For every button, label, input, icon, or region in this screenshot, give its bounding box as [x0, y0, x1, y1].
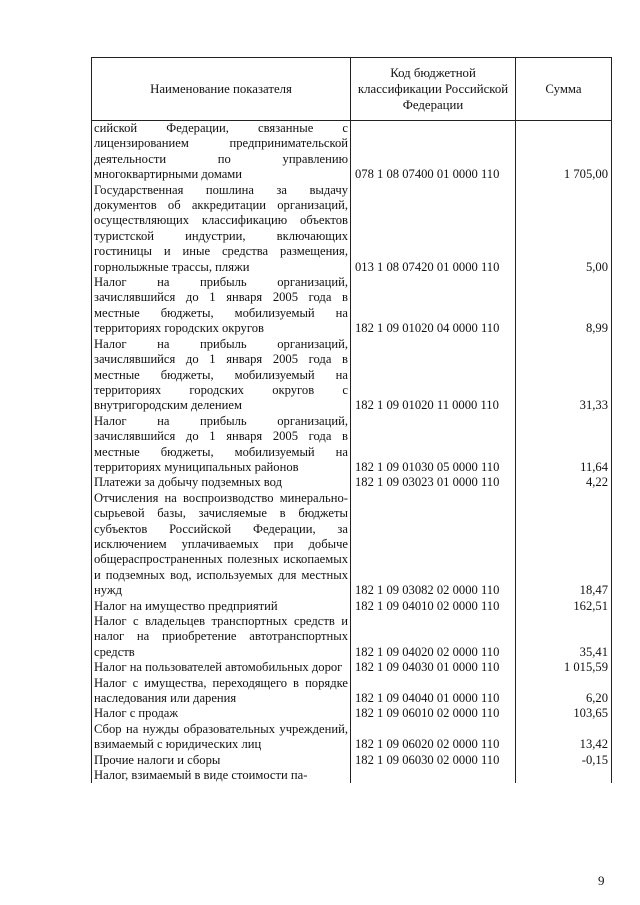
row-name: Налог на прибыль организаций, зачислявшийся до 1 января 2005 года в местные бюджеты, мобилизуемый на территориях городских округов с внутригородским делением [92, 337, 351, 414]
table-row [92, 337, 612, 414]
row-sum: 4,22 [516, 475, 612, 490]
page-number: 9 [598, 873, 605, 888]
row-name: Отчисления на воспроизводство минерально-сырьевой базы, зачисляемые в бюджеты субъектов Российской Федерации, за исключением уплачиваемых при добыче общераспространенных полезных ископаемых и подземных вод, используемых для местных нужд [92, 491, 351, 599]
row-name: Платежи за добычу подземных вод [92, 475, 351, 490]
row-code: 182 1 09 04010 02 0000 110 [351, 599, 516, 614]
row-name: сийской Федерации, связанные с лицензированием предпринимательской деятельности по управлению многоквартирными домами [92, 121, 351, 183]
row-sum: 1 015,59 [516, 660, 612, 675]
table-row [92, 183, 612, 275]
row-name: Налог на прибыль организаций, зачислявшийся до 1 января 2005 года в местные бюджеты, мобилизуемый на территориях городских округов [92, 275, 351, 337]
row-sum: 162,51 [516, 599, 612, 614]
row-name: Налог на прибыль организаций, зачислявшийся до 1 января 2005 года в местные бюджеты, мобилизуемый на территориях муниципальных районов [92, 414, 351, 476]
row-code: 182 1 09 04020 02 0000 110 [351, 614, 516, 660]
table-row [92, 599, 612, 614]
row-sum: 31,33 [516, 337, 612, 414]
row-code: 182 1 09 06030 02 0000 110 [351, 753, 516, 768]
table-header-row [92, 58, 612, 121]
table-row [92, 275, 612, 337]
row-sum: 5,00 [516, 183, 612, 275]
table-row [92, 660, 612, 675]
header-sum: Сумма [516, 58, 612, 121]
row-name: Налог на имущество предприятий [92, 599, 351, 614]
row-code: 182 1 09 04030 01 0000 110 [351, 660, 516, 675]
table-row [92, 614, 612, 660]
row-code: 182 1 09 01020 04 0000 110 [351, 275, 516, 337]
row-code [351, 768, 516, 783]
row-sum: 13,42 [516, 722, 612, 753]
row-sum: -0,15 [516, 753, 612, 768]
row-name: Налог с имущества, переходящего в порядке наследования или дарения [92, 676, 351, 707]
row-name: Налог, взимаемый в виде стоимости па- [92, 768, 351, 783]
table-row [92, 706, 612, 721]
table-row [92, 722, 612, 753]
row-name: Налог с продаж [92, 706, 351, 721]
header-name: Наименование показателя [92, 58, 351, 121]
budget-table [91, 57, 612, 783]
row-code: 013 1 08 07420 01 0000 110 [351, 183, 516, 275]
row-name: Государственная пошлина за выдачу документов об аккредитации организаций, осуществляющих классификацию объектов туристской индустрии, включающих гостиницы и иные средства размещения, горнолыжные трассы, пляжи [92, 183, 351, 275]
table-row [92, 414, 612, 476]
row-code: 078 1 08 07400 01 0000 110 [351, 121, 516, 183]
row-name: Налог на пользователей автомобильных дорог [92, 660, 351, 675]
header-code: Код бюджетной классификации Российской Федерации [351, 58, 516, 121]
row-name: Сбор на нужды образовательных учреждений, взимаемый с юридических лиц [92, 722, 351, 753]
row-sum: 1 705,00 [516, 121, 612, 183]
row-code: 182 1 09 06010 02 0000 110 [351, 706, 516, 721]
row-name: Прочие налоги и сборы [92, 753, 351, 768]
row-name: Налог с владельцев транспортных средств и налог на приобретение автотранспортных средств [92, 614, 351, 660]
row-sum: 18,47 [516, 491, 612, 599]
table-row [92, 121, 612, 183]
row-sum: 11,64 [516, 414, 612, 476]
row-sum: 103,65 [516, 706, 612, 721]
row-code: 182 1 09 03082 02 0000 110 [351, 491, 516, 599]
row-code: 182 1 09 06020 02 0000 110 [351, 722, 516, 753]
table-row [92, 475, 612, 490]
table-row [92, 676, 612, 707]
row-sum: 8,99 [516, 275, 612, 337]
table-row [92, 491, 612, 599]
table-row [92, 753, 612, 768]
row-code: 182 1 09 01020 11 0000 110 [351, 337, 516, 414]
row-sum: 35,41 [516, 614, 612, 660]
row-sum: 6,20 [516, 676, 612, 707]
row-sum [516, 768, 612, 783]
row-code: 182 1 09 01030 05 0000 110 [351, 414, 516, 476]
row-code: 182 1 09 04040 01 0000 110 [351, 676, 516, 707]
table-row [92, 768, 612, 783]
row-code: 182 1 09 03023 01 0000 110 [351, 475, 516, 490]
